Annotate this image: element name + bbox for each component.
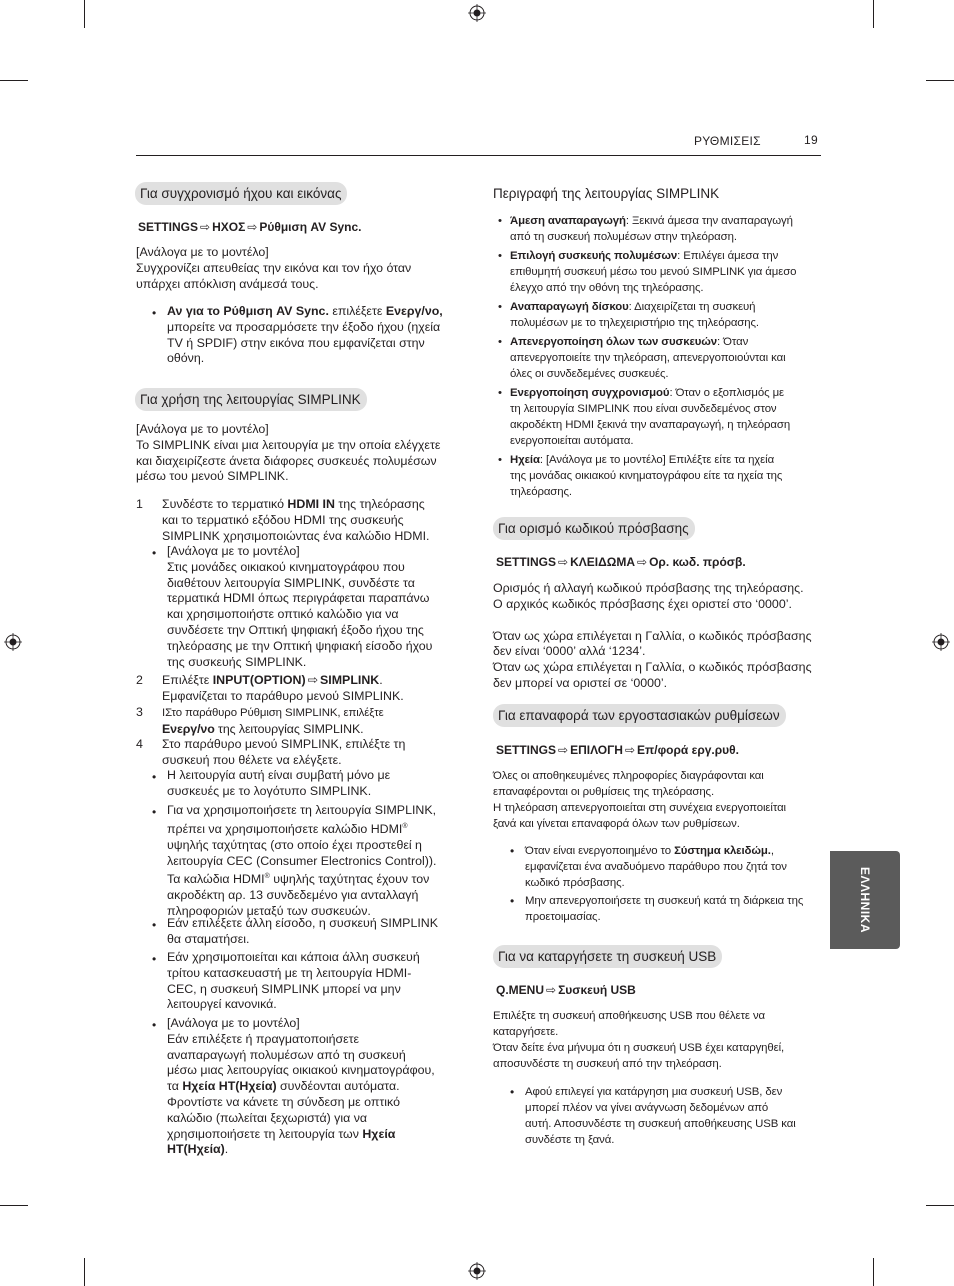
text-line: Εμφανίζεται το παράθυρο μενού SIMPLINK.: [162, 688, 404, 703]
text-line: Στο παράθυρο μενού SIMPLINK, επιλέξτε τη: [162, 737, 406, 751]
text-line: Εάν επιλέξετε άλλη είσοδο, η συσκευή SIMPLINK: [167, 916, 438, 930]
text-span: Συνδέστε το τερματικό: [162, 497, 288, 511]
section-heading-factory-reset: Για επαναφορά των εργοστασιακών ρυθμίσεων: [493, 704, 786, 727]
menu-path-password: [496, 555, 746, 569]
section-heading-simplink-description: Περιγραφή της λειτουργίας SIMPLINK: [493, 186, 720, 201]
bold-term: Σύστημα κλειδώμ.: [674, 845, 771, 857]
text-line: οθόνη.: [167, 351, 205, 366]
step-4: [162, 737, 405, 769]
text-line: καλώδιο (πωλείται ξεχωριστά) για να: [167, 1110, 368, 1125]
text-line: ακροδέκτη αρ. 13 συνδεδεμένο για ανταλλαγή: [167, 888, 419, 903]
text-line: λειτουργία CEC (Consumer Electronics Control)).: [167, 853, 437, 868]
reset-text: [493, 768, 786, 832]
text-line: τηλεόρασης.: [510, 486, 572, 498]
text-line: τηλεόρασης με την Οπτική ψηφιακή είσοδο ήχου: [167, 638, 433, 653]
text-line: της μονάδας οικιακού κινηματογράφου είτε τα ηχεία της: [510, 470, 783, 482]
text-line: αυτή. Αποσυνδέστε τη συσκευή αποθήκευσης USB και: [525, 1118, 796, 1130]
text-line: Η λειτουργία αυτή είναι συμβατή μόνο με: [167, 768, 391, 782]
text-line: Συγχρονίζει απευθείας την εικόνα και τον ήχο όταν: [136, 260, 412, 275]
text-span: επιλέξετε: [328, 304, 386, 318]
menu-path-item: ΚΛΕΙΔΩΜΑ: [570, 555, 635, 569]
text-span: : Διαχειρίζεται τη συσκευή: [628, 301, 756, 313]
section-heading-av-sync: Για συγχρονισμό ήχου και εικόνας: [135, 182, 347, 205]
bold-term: Ενεργ/νο,: [385, 304, 443, 318]
text-line: καταργήσετε.: [493, 1026, 559, 1038]
text-line: τη λειτουργία SIMPLINK που είναι συνδεδεμένος στον: [510, 403, 777, 415]
text-span: πρέπει να χρησιμοποιήσετε καλώδιο HDMI: [167, 821, 403, 836]
text-line: από τη συσκευή πολυμέσων στην τηλεόραση.: [510, 231, 737, 243]
step-1-sub: [167, 544, 432, 670]
text-line: TV ή SPDIF) στην εικόνα που εμφανίζεται στην: [167, 335, 425, 350]
text-line: υπάρχει απόκλιση ανάμεσά τους.: [136, 276, 319, 291]
text-line: CEC, η συσκευή SIMPLINK μπορεί να μην: [167, 981, 401, 996]
text-line: ξανά και γίνεται επαναφορά όλων των ρυθμίσεων.: [493, 818, 740, 830]
list-item: [498, 248, 810, 296]
text-span: Τα καλώδια HDMI: [167, 872, 265, 887]
menu-path-item: SETTINGS: [496, 555, 557, 569]
text-line: εμφανίζεται ένα αναδυόμενο παράθυρο που ζητά τον: [525, 861, 787, 873]
bullet-icon: •: [498, 387, 502, 399]
crop-mark: [926, 1205, 954, 1206]
text-line: Μην απενεργοποιήσετε τη συσκευή κατά τη διάρκεια της: [525, 895, 804, 907]
menu-path-item: Συσκευή USB: [558, 983, 636, 997]
note-2: [167, 803, 436, 920]
menu-path-item: SETTINGS: [138, 220, 199, 234]
text-line: και διαχειρίζεστε άνετα διάφορες συσκευές πολυμέσων: [136, 453, 437, 468]
text-line: πληροφοριών μεταξύ των συσκευών.: [167, 904, 371, 919]
arrow-right-icon: ⇨: [307, 673, 319, 687]
step-number: 3: [136, 705, 143, 719]
text-line: συνδέσετε την Οπτική ψηφιακή έξοδο ήχου της: [167, 622, 424, 637]
text-line: Εάν επιλέξετε ή πραγματοποιήσετε: [167, 1031, 360, 1046]
text-line: της συσκευής SIMPLINK.: [167, 654, 307, 669]
registered-mark: ®: [264, 873, 270, 881]
step-2: [162, 673, 404, 705]
text-span: .: [224, 1142, 229, 1157]
step-number: 2: [136, 673, 143, 687]
text-line: και χρησιμοποιήστε οπτικό καλώδιο για να: [167, 607, 399, 622]
registration-mark-icon: [468, 4, 486, 22]
bold-term: Απενεργοποίηση όλων των συσκευών: [510, 336, 718, 348]
menu-path-av-sync: [138, 220, 362, 234]
menu-path-item: Ρύθμιση AV Sync.: [259, 220, 362, 234]
text-span: συνδέονται αυτόματα.: [276, 1079, 400, 1094]
password-text: [493, 581, 812, 692]
text-line: τερματικά HDMI όπως περιγράφεται παραπάνω: [167, 591, 430, 606]
bold-term: HDMI IN: [287, 497, 335, 511]
menu-path-item: Ορ. κωδ. πρόσβ.: [649, 555, 746, 569]
text-line: διαθέτουν λειτουργία SIMPLINK, συνδέστε τα: [167, 575, 415, 590]
bold-term: HT(Ηχεία): [167, 1142, 225, 1157]
text-line: Ο αρχικός κωδικός πρόσβασης έχει οριστεί στο ‘0000’.: [493, 596, 792, 611]
bold-term: Αναπαραγωγή δίσκου: [510, 301, 629, 313]
simplink-intro: [136, 422, 440, 485]
arrow-right-icon: ⇨: [637, 555, 648, 569]
text-line: θα σταματήσει.: [167, 931, 250, 946]
usb-bullet: [525, 1084, 796, 1148]
bullet-icon: •: [498, 454, 502, 466]
section-heading-usb-removal: Για να καταργήσετε τη συσκευή USB: [493, 945, 722, 968]
text-line: SIMPLINK χρησιμοποιώντας ένα καλώδιο HDMI.: [162, 528, 430, 543]
text-line: Ορισμός ή αλλαγή κωδικού πρόσβασης της τηλεόρασης.: [493, 581, 804, 595]
step-3: [162, 705, 384, 737]
text-line: δεν μπορεί να οριστεί σε ‘0000’.: [493, 675, 668, 690]
bold-term: Αν για το Ρύθμιση AV Sync.: [167, 304, 329, 318]
bold-term: Ηχεία HT(Ηχεία): [182, 1079, 277, 1094]
text-span: : Ξεκινά άμεσα την αναπαραγωγή: [625, 215, 793, 227]
bold-term: Ενεργ/νο: [162, 722, 215, 736]
text-line: Επιλέξτε τη συσκευή αποθήκευσης USB που θέλετε να: [493, 1010, 766, 1022]
menu-path-item: Q.MENU: [496, 983, 544, 997]
registration-mark-icon: [468, 1262, 486, 1280]
text-line: λειτουργεί κανονικά.: [167, 997, 277, 1012]
spacer: [493, 613, 812, 629]
bullet-icon: •: [498, 336, 502, 348]
step-number: 1: [136, 497, 143, 511]
text-line: Όταν ως χώρα επιλέγεται η Γαλλία, ο κωδικός πρόσβασης: [493, 628, 812, 643]
bullet-icon: •: [152, 805, 157, 819]
text-line: Η τηλεόραση απενεργοποιείται στη συνέχεια ενεργοποιείται: [493, 802, 786, 814]
step-1: [162, 497, 429, 544]
text-line: Όλες οι αποθηκευμένες πληροφορίες διαγράφονται και: [493, 770, 764, 782]
crop-mark: [84, 0, 85, 28]
text-span: Επιλέξτε: [162, 673, 213, 687]
menu-path-item: ΗΧΟΣ: [212, 220, 246, 234]
av-sync-bullet: [167, 304, 443, 367]
list-item: [498, 334, 810, 382]
text-span: ,: [770, 845, 774, 857]
text-line: πολυμέσων με το τηλεχειριστήριο της τηλεόρασης.: [510, 317, 759, 329]
crop-mark: [84, 1258, 85, 1286]
list-item: [498, 452, 810, 500]
page-number: 19: [804, 133, 818, 147]
text-line: Αφού επιλεγεί για κατάργηση μια συσκευή USB, δεν: [525, 1086, 783, 1098]
bold-term: Ηχεία: [362, 1126, 396, 1141]
text-line: Το SIMPLINK είναι μια λειτουργία με την οποία ελέγχετε: [136, 437, 441, 452]
text-span: .: [379, 673, 383, 687]
text-span: υψηλής ταχύτητας έχουν τον: [269, 872, 430, 887]
text-line: συσκευή που θέλετε να ελέγξετε.: [162, 752, 342, 767]
text-line: Για να χρησιμοποιήσετε τη λειτουργία SIMPLINK,: [167, 803, 437, 817]
registration-mark-icon: [932, 633, 950, 651]
text-line: [Ανάλογα με το μοντέλο]: [136, 245, 269, 259]
bold-term: SIMPLINK: [320, 673, 380, 687]
crop-mark: [873, 0, 874, 28]
text-line: αναπαραγωγή πολυμέσων από τη συσκευή: [167, 1047, 406, 1062]
text-line: Όταν δείτε ένα μήνυμα ότι η συσκευή USB έχει καταργηθεί,: [493, 1042, 785, 1054]
registration-mark-icon: [4, 633, 22, 651]
crop-mark: [0, 1205, 28, 1206]
crop-mark: [926, 80, 954, 81]
step-number: 4: [136, 737, 143, 751]
menu-path-item: SETTINGS: [496, 743, 557, 757]
header-rule: [136, 155, 821, 156]
text-line: Στις μονάδες οικιακού κινηματογράφου που: [167, 559, 405, 574]
text-line: προετοιμασίας.: [525, 911, 601, 923]
arrow-right-icon: ⇨: [546, 983, 557, 997]
header-section-title: ΡΥΘΜΙΣΕΙΣ: [694, 134, 761, 148]
arrow-right-icon: ⇨: [624, 743, 636, 757]
text-span: χρησιμοποιήσετε τη λειτουργία των: [167, 1126, 363, 1141]
text-line: κωδικό πρόσβασης.: [525, 877, 625, 889]
text-line: απενεργοποιείτε την τηλεόραση, απενεργοποιούνται και: [510, 352, 786, 364]
text-span: : [Ανάλογα με το μοντέλο] Επιλέξτε είτε τα ηχεία: [539, 454, 775, 466]
bullet-icon: •: [152, 306, 157, 320]
text-line: συσκευές με το λογότυπο SIMPLINK.: [167, 783, 372, 798]
text-line: επιθυμητή συσκευή μέσω του μενού SIMPLINK για άμεσο: [510, 266, 797, 278]
note-1: [167, 768, 390, 800]
text-line: [Ανάλογα με το μοντέλο]: [167, 1016, 300, 1030]
text-span: : Όταν: [717, 336, 749, 348]
arrow-right-icon: ⇨: [200, 220, 211, 234]
menu-path-item: ΕΠΙΛΟΓΗ: [570, 743, 623, 757]
bold-term: Ενεργοποίηση συγχρονισμού: [510, 387, 670, 399]
text-line: μπορεί πλέον να γίνει ανάγνωση δεδομένων από: [525, 1102, 769, 1114]
text-line: Όταν ως χώρα επιλέγεται η Γαλλία, ο κωδικός πρόσβασης: [493, 660, 812, 675]
bullet-icon: •: [510, 844, 515, 858]
bullet-icon: •: [510, 1085, 515, 1099]
crop-mark: [873, 1258, 874, 1286]
bullet-icon: •: [152, 546, 157, 560]
text-line: ΙΣτο παράθυρο Ρύθμιση SIMPLINK, επιλέξτε: [162, 707, 384, 719]
language-side-tab: [830, 851, 900, 949]
menu-path-item: Επ/φορά εργ.ρυθ.: [637, 743, 739, 757]
simplink-description-list: [498, 213, 810, 500]
bullet-icon: •: [152, 1018, 157, 1032]
text-line: αποσυνδέστε τη συσκευή από την τηλεόραση.: [493, 1058, 722, 1070]
section-heading-simplink: Για χρήση της λειτουργίας SIMPLINK: [135, 388, 367, 411]
text-span: Όταν είναι ενεργοποιημένο το: [525, 845, 675, 857]
text-line: έλεγχο από την οθόνη της τηλεόρασης.: [510, 282, 704, 294]
list-item: [498, 213, 810, 245]
text-line: και το τερματικό εξόδου HDMI της συσκευής: [162, 512, 404, 527]
menu-path-reset: [496, 743, 739, 757]
text-line: [Ανάλογα με το μοντέλο]: [167, 544, 300, 558]
arrow-right-icon: ⇨: [558, 743, 569, 757]
registered-mark: ®: [402, 822, 408, 830]
menu-path-usb: [496, 983, 636, 997]
av-sync-text: [136, 245, 411, 292]
text-line: συνδέστε τη ξανά.: [525, 1134, 615, 1146]
bullet-icon: •: [498, 215, 502, 227]
text-line: μπορείτε να προσαρμόσετε την έξοδο ήχου (ηχεία: [167, 319, 441, 334]
bullet-icon: •: [152, 952, 157, 966]
bullet-icon: •: [498, 301, 502, 313]
note-5: [167, 1016, 435, 1158]
text-line: Φροντίστε να κάνετε τη σύνδεση με οπτικό: [167, 1094, 400, 1109]
list-item: [498, 385, 810, 449]
text-span: τα: [167, 1079, 183, 1094]
note-4: [167, 950, 420, 1013]
text-line: ακροδέκτη HDMI ξεκινά την αναπαραγωγή, η τηλεόραση: [510, 419, 791, 431]
bullet-icon: •: [152, 770, 157, 784]
text-span: : Επιλέγει άμεσα την: [677, 250, 779, 262]
arrow-right-icon: ⇨: [558, 555, 569, 569]
bullet-icon: •: [152, 918, 157, 932]
crop-mark: [0, 80, 28, 81]
text-line: όλες οι συνδεδεμένες συσκευές.: [510, 368, 669, 380]
text-line: μέσω του μενού SIMPLINK.: [136, 469, 289, 484]
text-line: [Ανάλογα με το μοντέλο]: [136, 422, 269, 436]
text-span: της λειτουργίας SIMPLINK.: [214, 722, 364, 736]
arrow-right-icon: ⇨: [247, 220, 258, 234]
text-line: μέσω μιας λειτουργίας οικιακού κινηματογράφου,: [167, 1063, 435, 1078]
list-item: [498, 299, 810, 331]
bullet-icon: •: [510, 894, 515, 908]
reset-bullet-1: [525, 843, 787, 891]
usb-text: [493, 1008, 784, 1072]
note-3: [167, 916, 438, 948]
bold-term: Άμεση αναπαραγωγή: [510, 215, 626, 227]
text-line: Εάν χρησιμοποιείται και κάποια άλλη συσκευή: [167, 950, 420, 964]
section-heading-password: Για ορισμό κωδικού πρόσβασης: [493, 517, 695, 540]
text-line: δεν είναι ‘0000’ αλλά ‘1234’.: [493, 644, 646, 659]
reset-bullet-2: [525, 893, 803, 925]
text-span: της τηλεόρασης: [334, 497, 425, 511]
text-line: υψηλής ταχύτητας (στο οποίο έχει προστεθεί η: [167, 837, 422, 852]
language-tab-label: ΕΛΛΗΝΙΚΑ: [858, 866, 872, 934]
bold-term: INPUT(OPTION): [212, 673, 306, 687]
bold-term: Ηχεία: [510, 454, 540, 466]
text-line: τρίτου κατασκευαστή με τη λειτουργία HDMI-: [167, 965, 412, 980]
bullet-icon: •: [498, 250, 502, 262]
text-span: : Όταν ο εξοπλισμός με: [669, 387, 785, 399]
text-line: ενεργοποιείται αυτόματα.: [510, 435, 634, 447]
bold-term: Επιλογή συσκευής πολυμέσων: [510, 250, 678, 262]
text-line: επαναφέρονται οι ρυθμίσεις της τηλεόρασης.: [493, 786, 715, 798]
